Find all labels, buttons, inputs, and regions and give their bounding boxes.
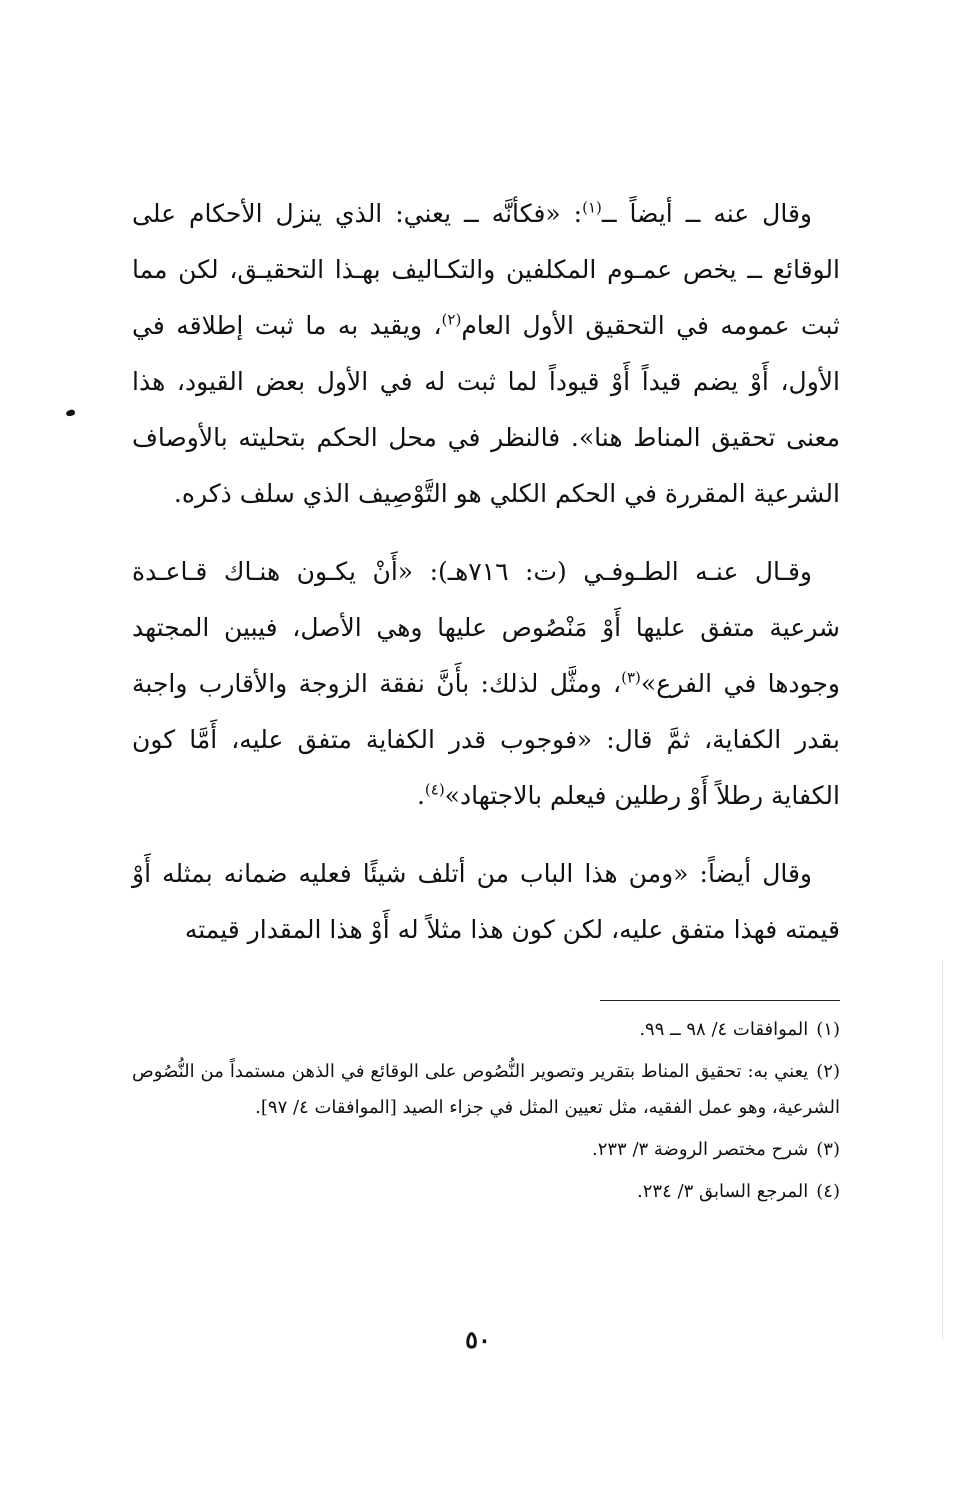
footnotes — [132, 1012, 840, 1216]
footnote-ref-3: (٣) — [621, 668, 641, 687]
footnote-text: المرجع السابق ٣/ ٢٣٤. — [637, 1181, 809, 1202]
scan-edge-line — [942, 960, 943, 1340]
paragraph-2-text-c: . — [416, 781, 425, 810]
paragraph-2-text-b: ، ومثَّل لذلك: بأَنَّ نفقة الزوجة والأقارب واجبة بقدر الكفاية، ثمَّ قال: «فوجوب قدر الكفاية متفق عليه، أَمَّا كون الكفاية رطلاً أَوْ رطلين فيعلم بالاجتهاد» — [132, 669, 840, 810]
page-number: ٥٠ — [465, 1325, 491, 1354]
footnote-text: الموافقات ٤/ ٩٨ ــ ٩٩. — [639, 1019, 809, 1040]
footnote-ref-1: (١) — [582, 198, 602, 217]
footnote-3 — [132, 1132, 840, 1168]
footnote-ref-2: (٢) — [441, 310, 462, 329]
footnote-text: شرح مختصر الروضة ٣/ ٢٣٣. — [591, 1139, 809, 1160]
footnote-number: (٣) — [816, 1139, 840, 1160]
footnote-number: (١) — [816, 1019, 840, 1040]
paragraph-3 — [132, 846, 840, 958]
main-text — [132, 186, 840, 958]
margin-ink-mark — [65, 409, 76, 418]
paragraph-3-text-a: وقال أيضاً: «ومن هذا الباب من أتلف شيئًا فعليه ضمانه بمثله أَوْ قيمته فهذا متفق عليه، لكن كون هذا مثلاً له أَوْ هذا المقدار قيمته — [132, 859, 840, 944]
paragraph-1 — [132, 186, 840, 522]
footnote-4 — [132, 1174, 840, 1210]
paragraph-2-text-a: وقـال عنـه الطـوفـي (ت: ٧١٦هـ): «أَنْ يكـون هنـاك قـاعـدة شرعية متفق عليها أَوْ مَنْصُوص عليها وهي الأصل، فيبين المجتهد وجودها في الفرع» — [132, 557, 841, 698]
footnote-number: (٢) — [816, 1061, 840, 1082]
footnote-2 — [132, 1054, 840, 1126]
footnote-1 — [132, 1012, 840, 1048]
footnote-separator — [600, 1000, 840, 1001]
paragraph-1-text-a: وقال عنه ــ أيضاً ــ — [601, 199, 812, 228]
paragraph-1-text-c: ، ويقيد به ما ثبت إطلاقه في الأول، أَوْ يضم قيداً أَوْ قيوداً لما ثبت له في الأول بعض القيود، هذا معنى تحقيق المناط هنا». فالنظر في محل الحكم بتحليته بالأوصاف الشرعية المقررة في الحكم الكلي هو التَّوْصِيف الذي سلف ذكره. — [132, 311, 840, 508]
paragraph-1-text-b: : «فكأنَّه ــ يعني: الذي ينزل الأحكام على الوقائع ــ يخص عمـوم المكلفين والتكـاليف بهـذا التحقيـق، لكن مما ثبت عمومه في التحقيق الأول العام — [132, 199, 840, 340]
footnote-ref-4: (٤) — [424, 780, 445, 799]
footnote-text: يعني به: تحقيق المناط بتقرير وتصوير النُّصُوص على الوقائع في الذهن مستمداً من النُّصُوص الشرعية، وهو عمل الفقيه، مثل تعيين المثل في جزاء الصيد [الموافقات ٤/ ٩٧]. — [132, 1061, 840, 1118]
footnote-number: (٤) — [816, 1181, 840, 1202]
paragraph-2 — [132, 544, 840, 824]
